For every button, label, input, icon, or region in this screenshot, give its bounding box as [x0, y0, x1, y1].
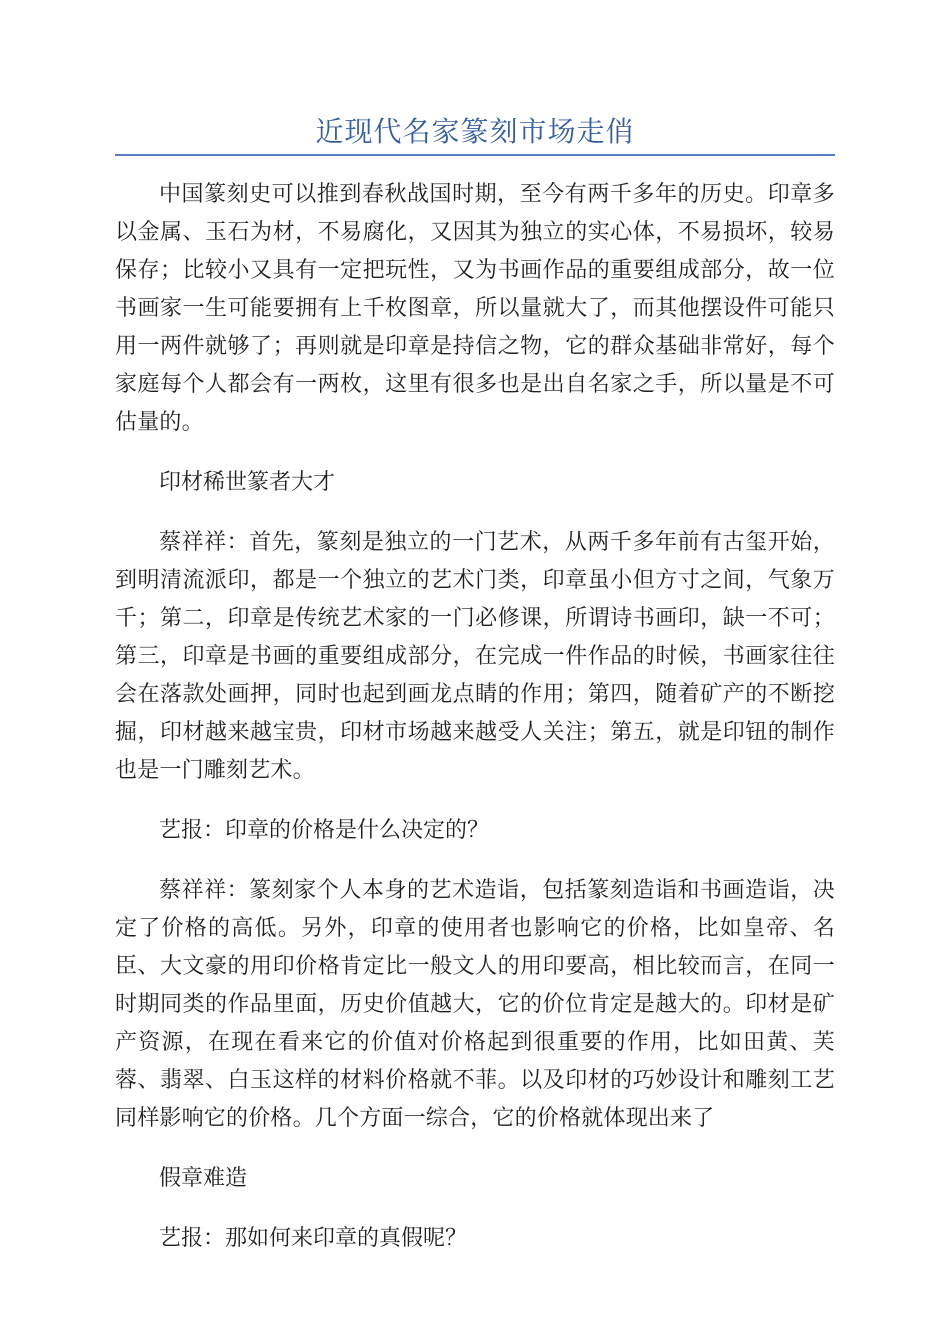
document-body	[115, 176, 835, 1280]
section-heading-fake-seals: 假章难造	[159, 1166, 248, 1191]
title-container	[115, 112, 835, 152]
section-heading-materials: 印材稀世篆者大才	[159, 470, 336, 495]
document-title: 近现代名家篆刻市场走俏	[315, 115, 635, 148]
question-authenticity: 艺报：那如何来印章的真假呢？	[159, 1226, 468, 1251]
paragraph-cai-answer-2: 蔡祥祥：篆刻家个人本身的艺术造诣，包括篆刻造诣和书画造诣，决定了价格的高低。另外，印章的使用者也影响它的价格，比如皇帝、名臣、大文豪的用印价格肯定比一般文人的用印要高，相比较而言，在同一时期同类的作品里面，历史价值越大，它的价位肯定是越大的。印材是矿产资源，在现在看来它的价值对价格起到很重要的作用，比如田黄、芙蓉、翡翠、白玉这样的材料价格就不菲。以及印材的巧妙设计和雕刻工艺同样影响它的价格。几个方面一综合，它的价格就体现出来了	[115, 878, 835, 1131]
paragraph-history: 中国篆刻史可以推到春秋战国时期，至今有两千多年的历史。印章多以金属、玉石为材，不易腐化，又因其为独立的实心体，不易损坏，较易保存；比较小又具有一定把玩性，又为书画作品的重要组成部分，故一位书画家一生可能要拥有上千枚图章，所以量就大了，而其他摆设件可能只用一两件就够了；再则就是印章是持信之物，它的群众基础非常好，每个家庭每个人都会有一两枚，这里有很多也是出自名家之手，所以量是不可估量的。	[115, 182, 835, 435]
title-underline	[115, 154, 835, 156]
paragraph-cai-answer-1: 蔡祥祥：首先，篆刻是独立的一门艺术，从两千多年前有古玺开始，到明清流派印，都是一个独立的艺术门类，印章虽小但方寸之间，气象万千；第二，印章是传统艺术家的一门必修课，所谓诗书画印，缺一不可；第三，印章是书画的重要组成部分，在完成一件作品的时候，书画家往往会在落款处画押，同时也起到画龙点睛的作用；第四，随着矿产的不断挖掘，印材越来越宝贵，印材市场越来越受人关注；第五，就是印钮的制作也是一门雕刻艺术。	[115, 530, 835, 783]
question-price: 艺报：印章的价格是什么决定的？	[159, 818, 490, 843]
